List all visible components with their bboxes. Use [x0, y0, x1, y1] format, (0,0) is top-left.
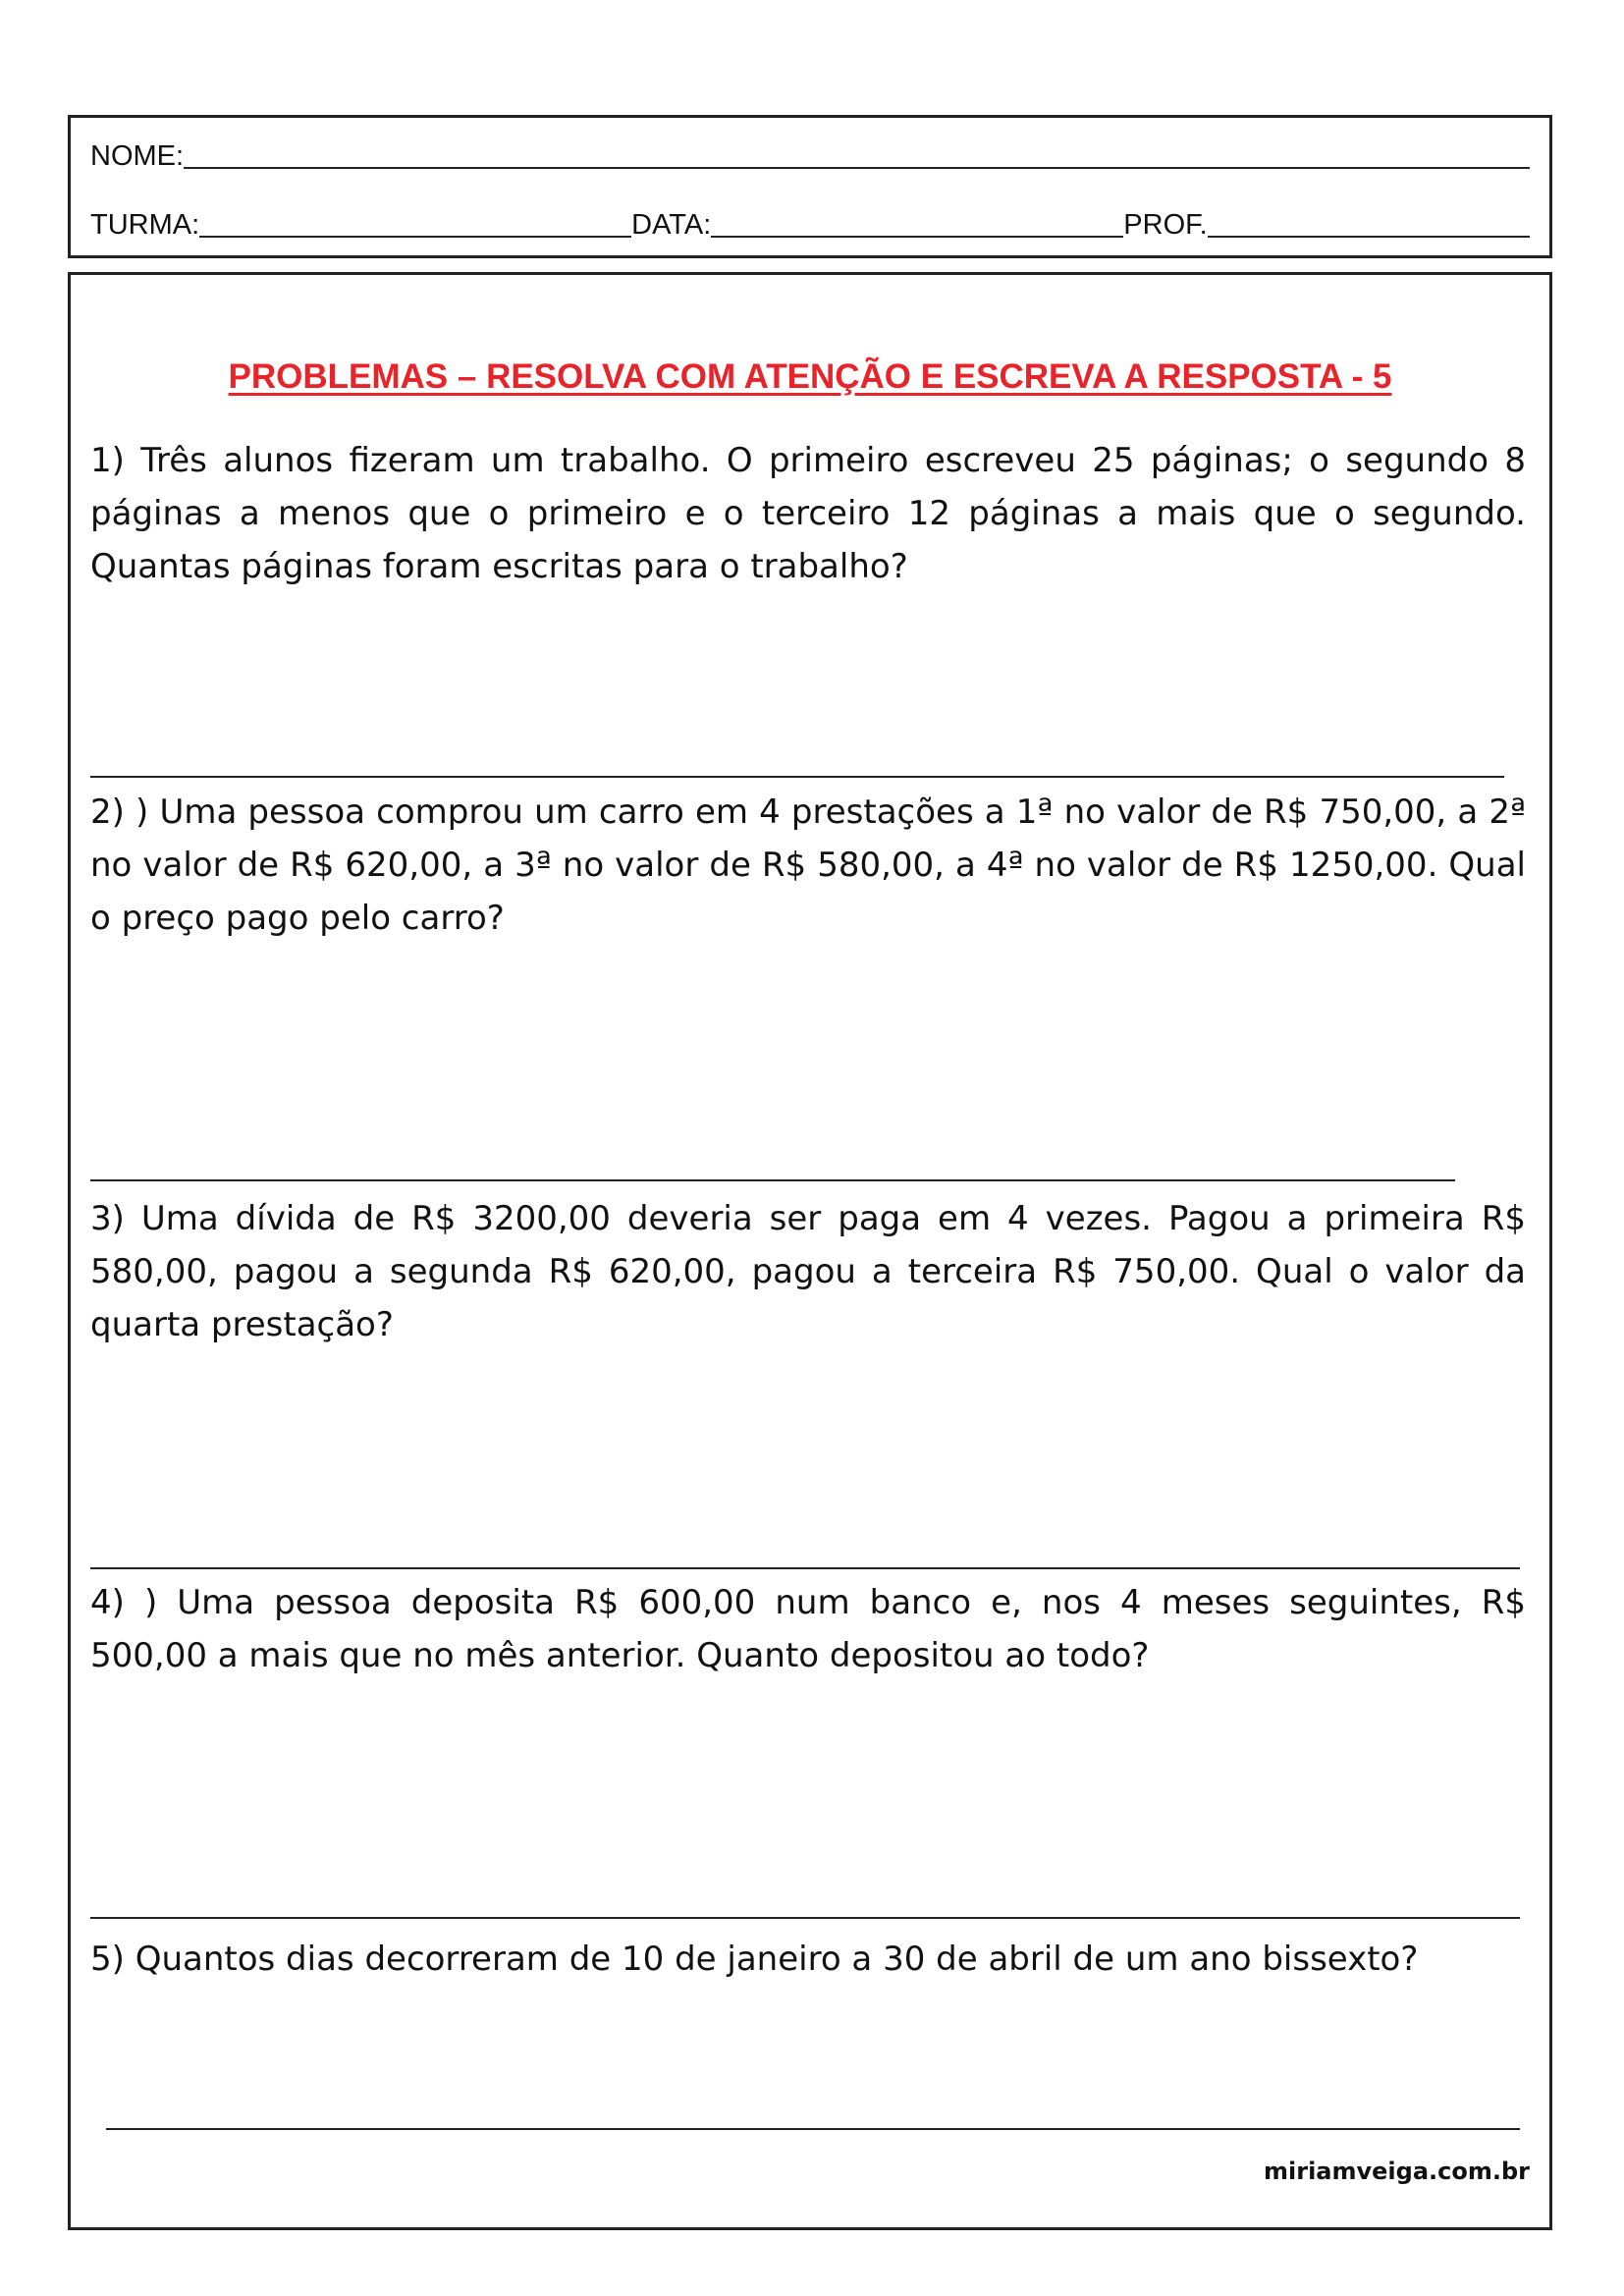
answer-line-5[interactable]: [106, 2128, 1520, 2130]
problems-sheet: [68, 272, 1552, 2230]
website-footer: miriamveiga.com.br: [1264, 2158, 1530, 2185]
date-field-line[interactable]: [711, 208, 1123, 238]
answer-line-1[interactable]: [90, 776, 1504, 778]
teacher-label: PROF.: [1123, 209, 1208, 241]
problem-5: 5) Quantos dias decorreram de 10 de janeiro a 30 de abril de um ano bissexto?: [90, 1940, 1419, 1979]
page-title: PROBLEMAS – RESOLVA COM ATENÇÃO E ESCREVA A RESPOSTA - 5: [228, 357, 1392, 396]
class-label: TURMA:: [90, 209, 200, 241]
class-field-line[interactable]: [199, 208, 631, 238]
teacher-field-line[interactable]: [1208, 208, 1530, 238]
answer-line-4[interactable]: [90, 1917, 1520, 1919]
class-date-teacher-row: [90, 208, 1530, 242]
name-field-line[interactable]: [184, 139, 1530, 169]
problem-4: 4) ) Uma pessoa deposita R$ 600,00 num banco e, nos 4 meses seguintes, R$ 500,00 a mais que no mês anterior. Quanto depositou ao todo?: [90, 1583, 1526, 1675]
problem-2: 2) ) Uma pessoa comprou um carro em 4 prestações a 1ª no valor de R$ 750,00, a 2ª no valor de R$ 620,00, a 3ª no valor de R$ 580,00, a 4ª no valor de R$ 1250,00. Qual o preço pago pelo carro?: [90, 793, 1526, 938]
problem-3: 3) Uma dívida de R$ 3200,00 deveria ser paga em 4 vezes. Pagou a primeira R$ 580,00, pagou a segunda R$ 620,00, pagou a terceira R$ 750,00. Qual o valor da quarta prestação?: [90, 1199, 1526, 1344]
name-label: NOME:: [90, 140, 185, 172]
problem-1: 1) Três alunos fizeram um trabalho. O primeiro escreveu 25 páginas; o segundo 8 páginas a menos que o primeiro e o terceiro 12 páginas a mais que o segundo. Quantas páginas foram escritas para o trabalho?: [90, 441, 1526, 586]
name-row: [90, 139, 1530, 173]
date-label: DATA:: [631, 209, 712, 241]
answer-line-3[interactable]: [90, 1567, 1520, 1569]
answer-line-2[interactable]: [90, 1179, 1455, 1181]
student-info-header: [68, 115, 1552, 258]
